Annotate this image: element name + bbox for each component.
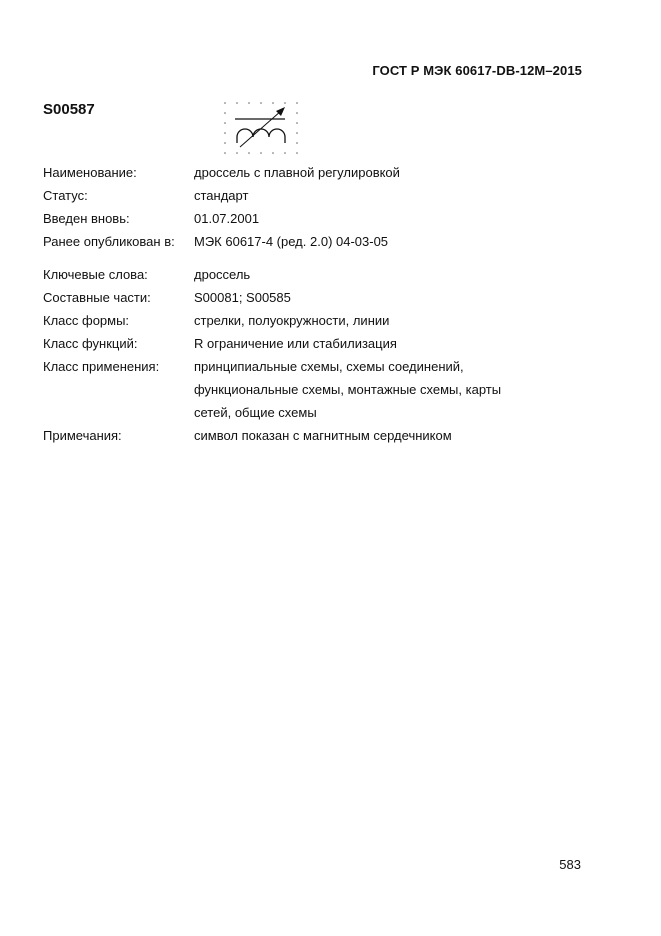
variable-inductor-symbol-icon <box>219 97 305 161</box>
grid-dot <box>224 102 226 104</box>
field-value <box>194 165 400 188</box>
field-value-line: стандарт <box>194 188 249 203</box>
grid-dot <box>224 142 226 144</box>
grid-dot <box>296 152 298 154</box>
grid-dot <box>224 122 226 124</box>
grid-dot <box>248 152 250 154</box>
field-value <box>194 290 291 313</box>
field-value <box>194 267 250 290</box>
page-number: 583 <box>559 857 581 872</box>
field-value-line: стрелки, полуокружности, линии <box>194 313 390 328</box>
field-value-line: дроссель с плавной регулировкой <box>194 165 400 180</box>
field-label: Наименование: <box>43 165 137 180</box>
field-value-line: функциональные схемы, монтажные схемы, карты <box>194 382 502 397</box>
field-value-line: дроссель <box>194 267 251 282</box>
grid-dot <box>236 102 238 104</box>
grid-dot <box>224 132 226 134</box>
field-label: Примечания: <box>43 428 122 443</box>
field-value <box>194 188 248 211</box>
symbol-id: S00587 <box>43 101 95 118</box>
field-value <box>194 359 501 428</box>
grid-dot <box>224 112 226 114</box>
grid-dot <box>296 122 298 124</box>
field-value-line: принципиальные схемы, схемы соединений, <box>194 359 464 374</box>
field-value-line: R ограничение или стабилизация <box>194 336 397 351</box>
field-value <box>194 313 389 336</box>
grid-dot <box>296 132 298 134</box>
grid-dot <box>296 142 298 144</box>
field-label: Составные части: <box>43 290 151 305</box>
field-label: Введен вновь: <box>43 211 130 226</box>
field-value <box>194 234 388 257</box>
field-label: Статус: <box>43 188 88 203</box>
grid-dot <box>272 102 274 104</box>
standard-header: ГОСТ Р МЭК 60617-DB-12M–2015 <box>372 63 582 78</box>
grid-dot <box>284 102 286 104</box>
field-label: Класс формы: <box>43 313 130 328</box>
grid-dot <box>296 102 298 104</box>
grid-dot <box>296 112 298 114</box>
grid-dot <box>260 102 262 104</box>
grid-dot <box>248 102 250 104</box>
field-value <box>194 336 397 359</box>
grid-dot <box>236 152 238 154</box>
field-value-line: 01.07.2001 <box>194 211 260 226</box>
grid-dot <box>284 152 286 154</box>
field-label: Класс применения: <box>43 359 160 374</box>
field-value-line: сетей, общие схемы <box>194 405 317 420</box>
field-value-line: символ показан с магнитным сердечником <box>194 428 452 443</box>
field-value-line: S00081; S00585 <box>194 290 291 305</box>
field-value <box>194 211 259 234</box>
grid-dot <box>224 152 226 154</box>
field-label: Класс функций: <box>43 336 138 351</box>
grid-dot <box>272 152 274 154</box>
field-label: Ранее опубликован в: <box>43 234 175 249</box>
grid-dot <box>260 152 262 154</box>
field-value <box>194 428 452 451</box>
field-label: Ключевые слова: <box>43 267 148 282</box>
field-value-line: МЭК 60617-4 (ред. 2.0) 04-03-05 <box>194 234 389 249</box>
